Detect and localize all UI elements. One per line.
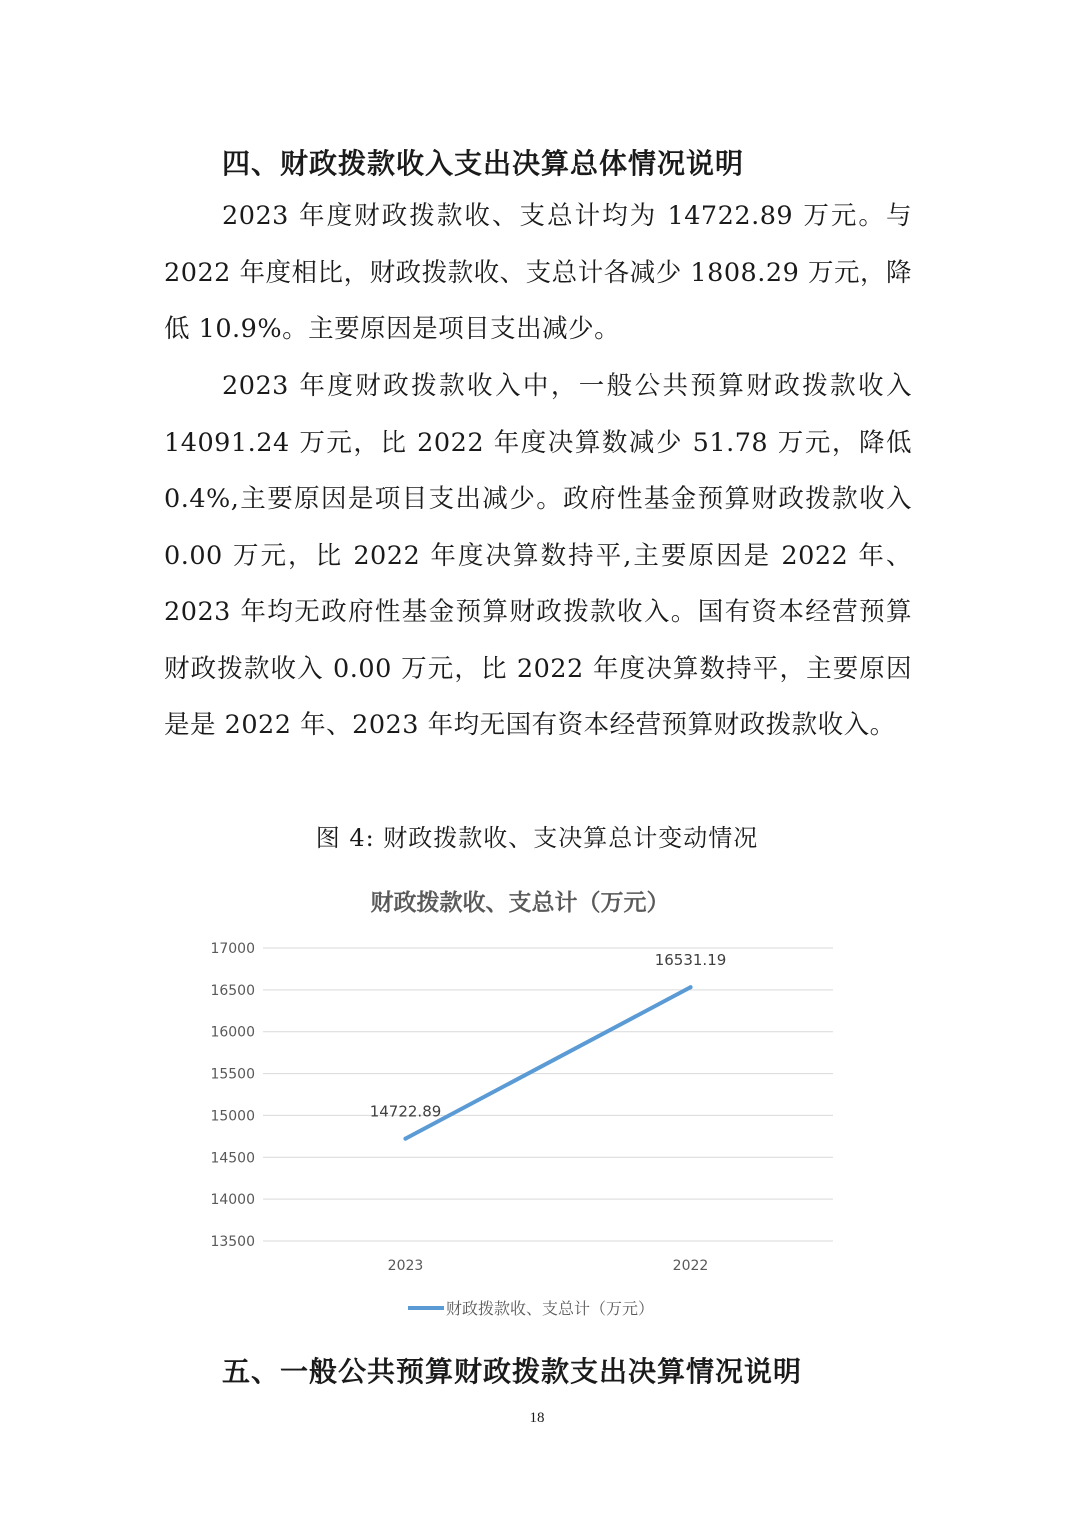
line-chart [200, 868, 860, 1338]
paragraph-2: 2023 年度财政拨款收入中，一般公共预算财政拨款收入 14091.24 万元，比 2022 年度决算数减少 51.78 万元，降低 0.4%,主要原因是项目支出减少。政府性基金预算财政拨款收入 0.00 万元，比 2022 年度决算数持平,主要原因是 2022 年、2023 年均无政府性基金预算财政拨款收入。国有资本经营预算财政拨款收入 0.00 万元，比 2022 年度决算数持平，主要原因是是 2022 年、2023 年均无国有资本经营预算财政拨款收入。 [164, 371, 912, 740]
x-tick-label: 2023 [387, 1258, 424, 1274]
y-tick-label: 14500 [210, 1150, 255, 1167]
chart-svg [200, 868, 860, 1338]
y-tick-label: 17000 [210, 941, 255, 957]
y-tick-label: 16500 [210, 982, 255, 999]
y-tick-label: 15500 [210, 1066, 255, 1083]
y-tick-label: 14000 [210, 1192, 255, 1209]
data-label: 16531.19 [654, 951, 727, 970]
legend-label: 财政拨款收、支总计（万元） [446, 1299, 655, 1318]
data-point [689, 985, 693, 989]
paragraph-1: 2023 年度财政拨款收、支总计均为 14722.89 万元。与 2022 年度相比，财政拨款收、支总计各减少 1808.29 万元，降低 10.9%。主要原因是项目支出减少。 [164, 201, 912, 344]
data-label: 14722.89 [369, 1102, 442, 1121]
y-tick-label: 13500 [210, 1234, 255, 1250]
section5-heading: 五、一般公共预算财政拨款支出决算情况说明 [222, 1355, 803, 1388]
figure-caption: 图 4: 财政拨款收、支决算总计变动情况 [315, 824, 759, 852]
x-tick-label: 2022 [672, 1258, 709, 1274]
section4-heading: 四、财政拨款收入支出决算总体情况说明 [222, 147, 745, 180]
chart-title: 财政拨款收、支总计（万元） [370, 890, 670, 916]
page-number: 18 [529, 1410, 545, 1426]
y-tick-label: 15000 [210, 1108, 255, 1125]
y-tick-label: 16000 [210, 1024, 255, 1041]
data-point [404, 1137, 408, 1141]
